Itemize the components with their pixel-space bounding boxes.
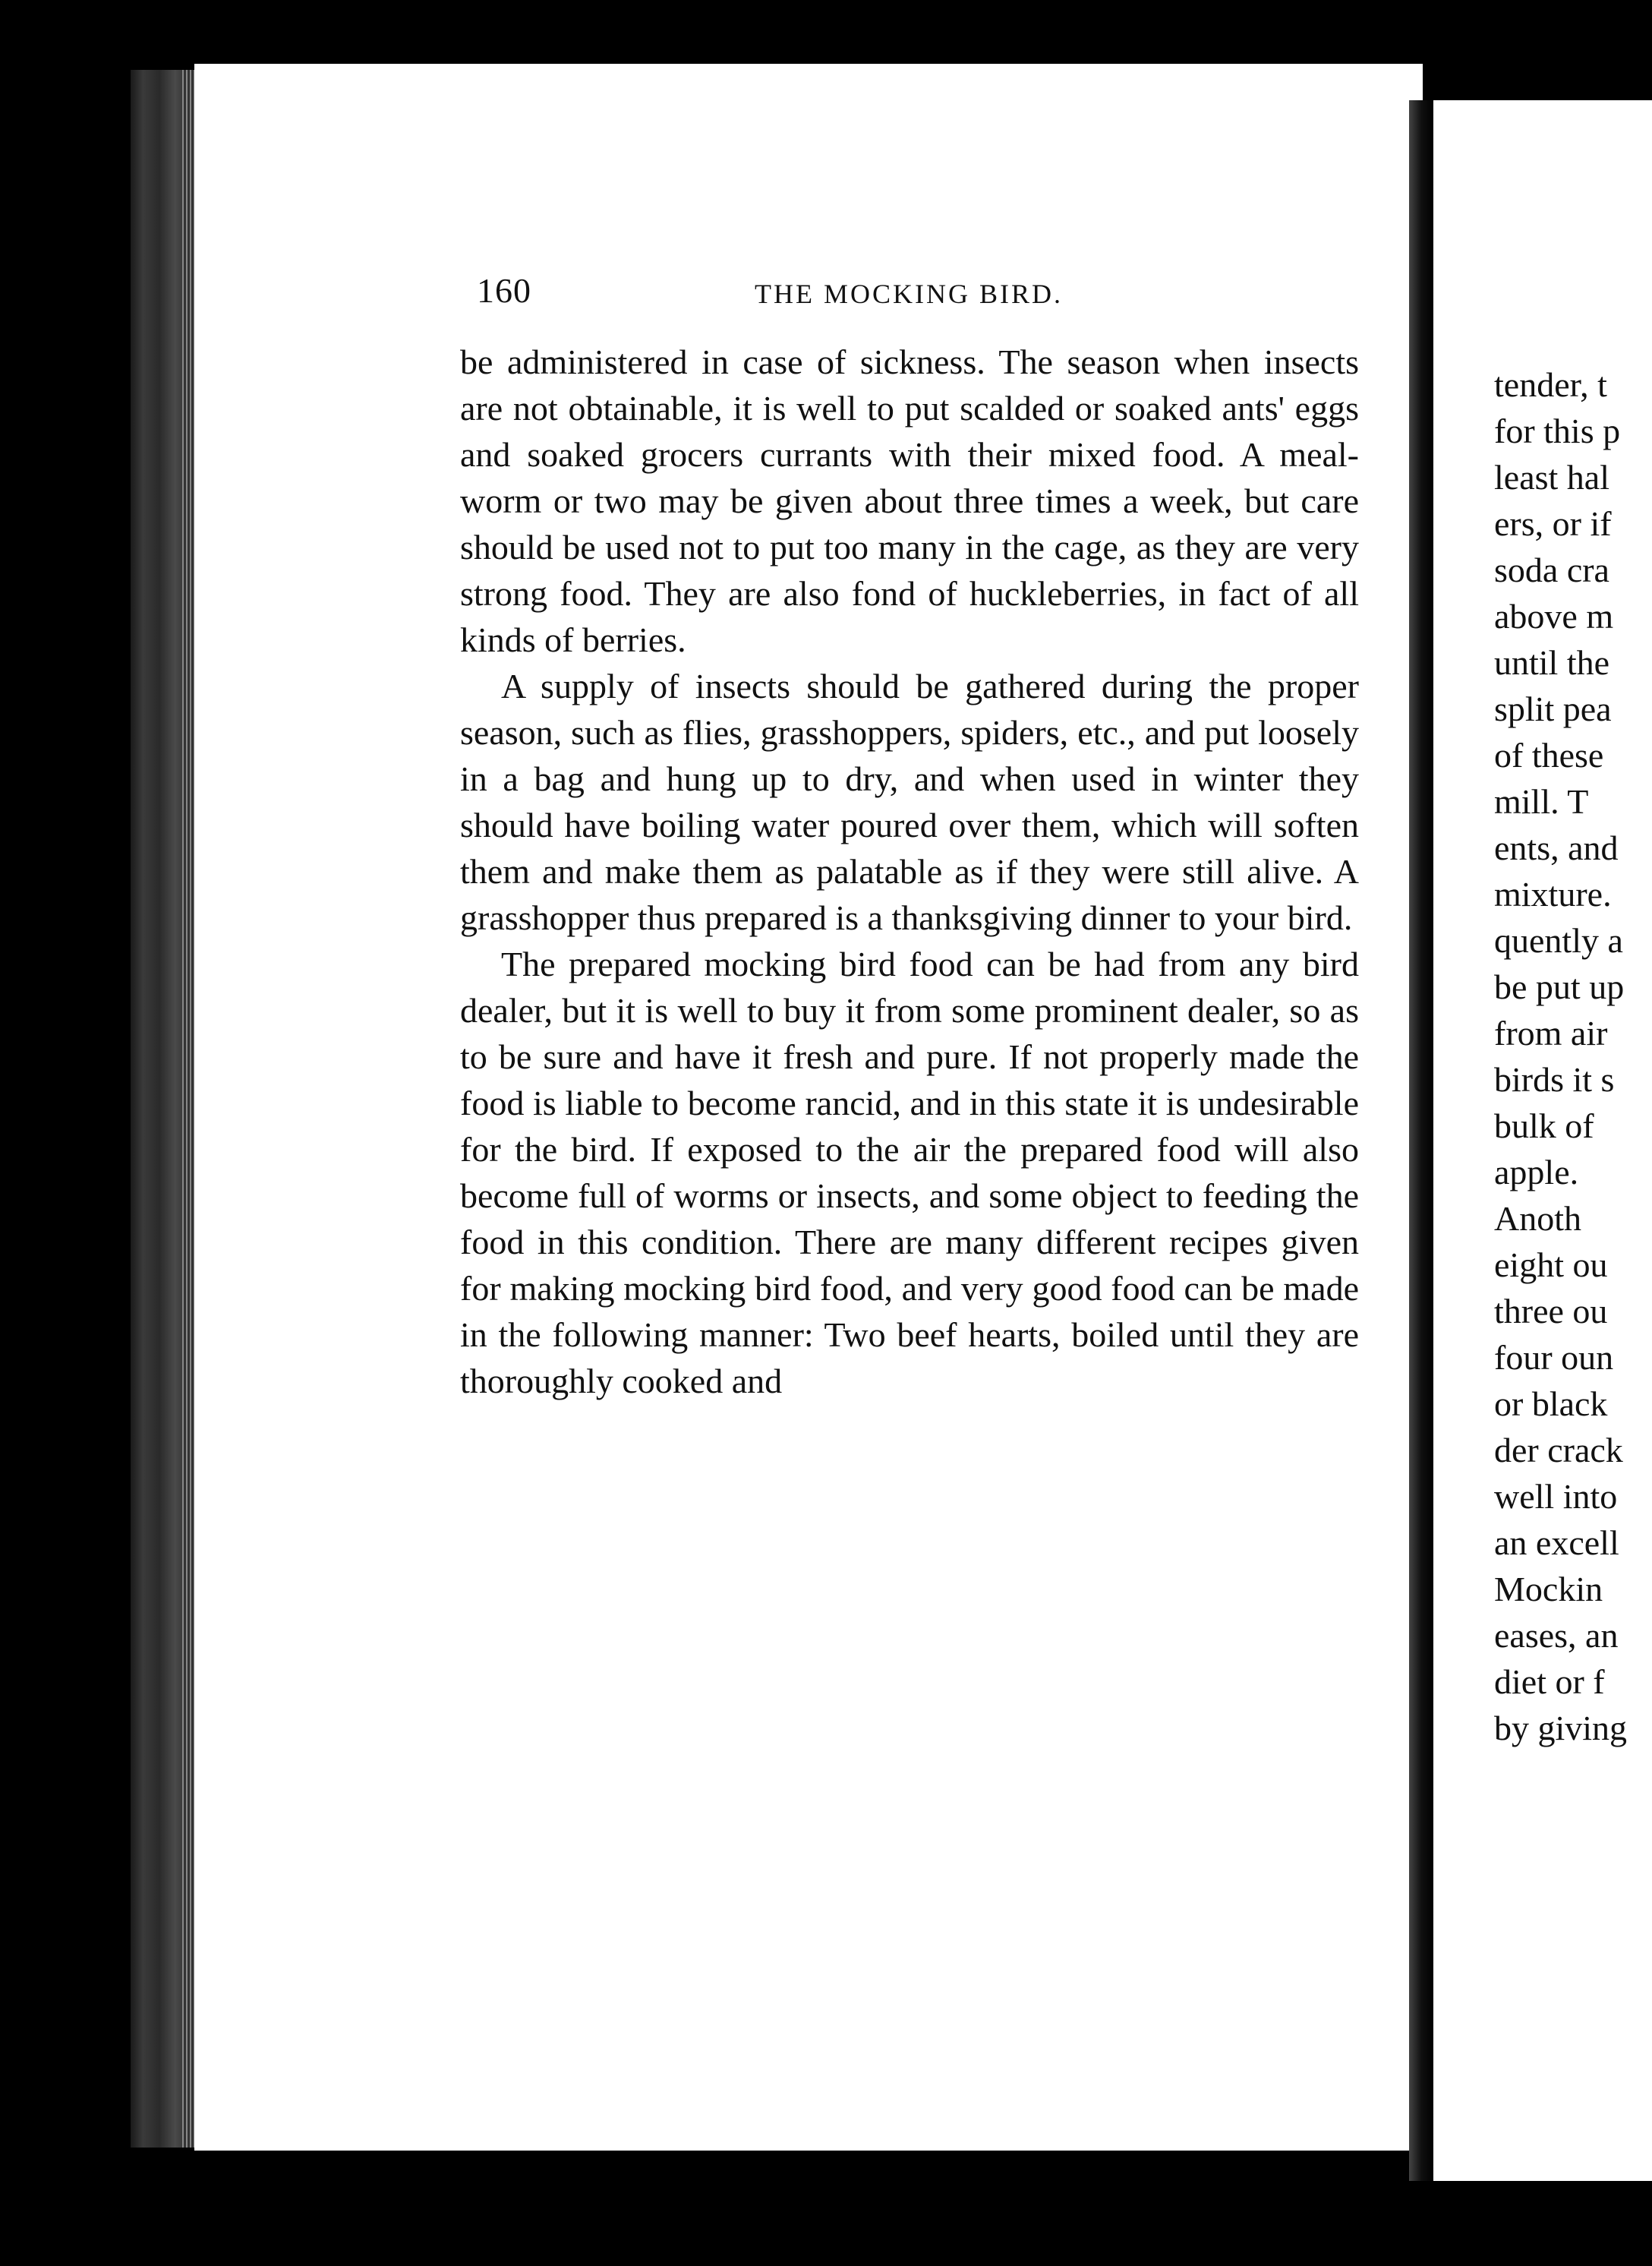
- right-line: diet or f: [1494, 1662, 1605, 1701]
- paragraph-1: be administered in case of sickness. The season when insects are not obtainable, it is well to put scalded or soaked ants' eggs and soaked grocers currants with their mixed food. A meal-worm or two may be given about three times a week, but care should be used not to put too many in the cage, as they are very strong food. They are also fond of huckleberries, in fact of all kinds of berries.: [460, 342, 1359, 659]
- right-line: eases, an: [1494, 1616, 1619, 1655]
- book-gutter: [1409, 100, 1433, 2181]
- right-line: split pea: [1494, 690, 1612, 728]
- right-line: until the: [1494, 643, 1610, 682]
- right-line: by giving: [1494, 1709, 1628, 1747]
- right-line: ents, and: [1494, 828, 1619, 867]
- right-line: bulk of: [1494, 1106, 1594, 1145]
- right-line: tender, t: [1494, 365, 1607, 404]
- right-line: der crack: [1494, 1431, 1623, 1469]
- body-text: [460, 339, 1359, 1404]
- right-line: least hal: [1494, 458, 1609, 497]
- right-line: above m: [1494, 597, 1614, 636]
- right-line: Mockin: [1494, 1570, 1603, 1608]
- right-line: be put up: [1494, 967, 1625, 1006]
- paragraph-2: A supply of insects should be gathered during the proper season, such as flies, grasshoppers, spiders, etc., and put loosely in a bag and hung up to dry, and when used in winter they should have boiling water poured over them, which will soften them and make them as palatable as if they were still alive. A grasshopper thus prepared is a thanksgiving dinner to your bird.: [460, 667, 1359, 937]
- right-page-text: [1494, 361, 1652, 1751]
- right-line: from air: [1494, 1014, 1608, 1053]
- running-head: [477, 270, 1206, 316]
- right-line: eight ou: [1494, 1245, 1608, 1284]
- right-line: four oun: [1494, 1338, 1614, 1377]
- right-line: three ou: [1494, 1292, 1608, 1330]
- page-number: 160: [477, 271, 531, 310]
- right-line: soda cra: [1494, 551, 1609, 589]
- right-line: an excell: [1494, 1523, 1619, 1562]
- right-line: Anoth: [1494, 1199, 1581, 1238]
- book-title: THE MOCKING BIRD.: [755, 279, 1063, 309]
- right-line: quently a: [1494, 921, 1623, 960]
- right-line: birds it s: [1494, 1060, 1615, 1099]
- right-page: [1433, 100, 1652, 2181]
- right-line: well into: [1494, 1477, 1618, 1516]
- right-line: for this p: [1494, 412, 1621, 450]
- right-line: ers, or if: [1494, 504, 1612, 543]
- paragraph-3: The prepared mocking bird food can be had from any bird dealer, but it is well to buy it from some prominent dealer, so as to be sure and have it fresh and pure. If not properly made the food is liable to become rancid, and in this state it is undesirable for the bird. If exposed to the air the prepared food will also become full of worms or insects, and some object to feeding the food in this condition. There are many different recipes given for making mocking bird food, and very good food can be made in the following manner: Two beef hearts, boiled until they are thoroughly cooked and: [460, 945, 1359, 1400]
- right-line: of these: [1494, 736, 1604, 775]
- right-line: mill. T: [1494, 782, 1589, 821]
- right-line: apple.: [1494, 1153, 1579, 1191]
- right-line: or black: [1494, 1384, 1608, 1423]
- right-line: mixture.: [1494, 875, 1612, 914]
- page-edges: [182, 70, 194, 2148]
